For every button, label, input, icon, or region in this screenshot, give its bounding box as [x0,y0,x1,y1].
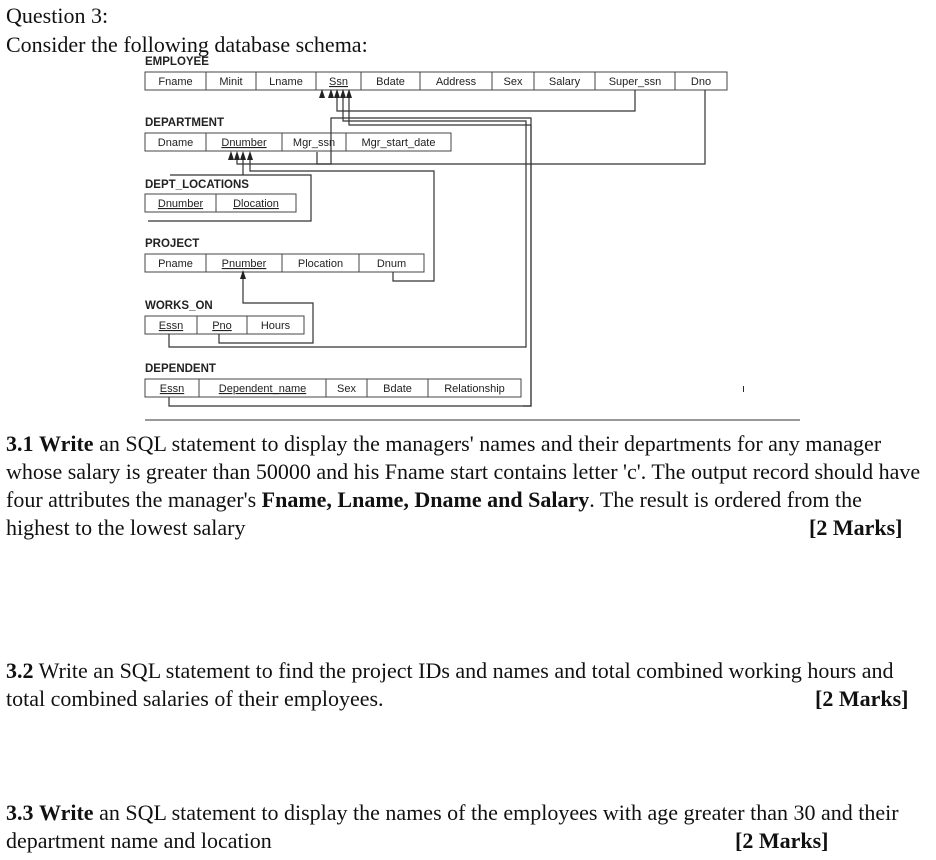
attr-cell-project-pnumber [206,254,282,272]
attr-cell-dependent-dependent-name [199,379,326,397]
attr-label: Essn [158,320,184,332]
attr-cell-employee-dno [675,72,727,90]
attr-cell-works-on-pno [197,316,247,334]
attr-label: Salary [548,76,581,88]
attr-cell-department-mgr-ssn [282,133,346,151]
attr-cell-dependent-relationship [428,379,521,397]
attr-cell-department-mgr-start-date [346,133,451,151]
attr-label: Dname [157,137,194,149]
attr-cell-employee-sex [492,72,534,90]
attr-label: Fname [158,76,193,88]
attr-cell-employee-lname [256,72,316,90]
question-title: Question 3: [6,3,109,28]
question-3-1-attrs: Fname, Lname, Dname and Salary [261,487,590,512]
attr-cell-works-on-hours [247,316,304,334]
attr-label: Pname [158,258,193,270]
attr-cell-dept-locations-dnumber [145,194,216,212]
attr-cell-employee-salary [534,72,595,90]
attr-cell-department-dname [145,133,206,151]
attr-label: Relationship [444,383,505,395]
table-name-dependent: DEPENDENT [145,363,216,375]
question-3-3-text: an SQL statement to display the names of the employees with age greater than 30 and their department name and location [6,800,899,853]
attr-label: Essn [159,383,185,395]
table-name-dept-locations: DEPT_LOCATIONS [145,179,249,191]
attr-label: Dnumber [221,137,267,149]
attr-label: Lname [269,76,303,88]
attr-cell-employee-fname [145,72,206,90]
attr-label: Dependent_name [218,383,307,395]
attr-label: Dlocation [233,198,279,210]
attr-cell-project-pname [145,254,206,272]
fk-line-super-ssn [337,90,635,111]
attr-label: Ssn [329,76,348,88]
attr-label: Hours [260,320,291,332]
question-3-3-number: 3.3 [6,800,34,825]
table-name-department: DEPARTMENT [145,117,225,129]
attr-cell-employee-super-ssn [595,72,675,90]
question-3-1-text-a: an SQL statement to display the managers' names and their departments for any manager whose salary is greater than 50000 and his Fname start contains letter 'c'. The output record should have four attributes the manager's [6,431,921,512]
attr-label: Sex [503,76,523,88]
question-3-1-number: 3.1 [6,431,34,456]
attr-cell-employee-address [420,72,492,90]
question-3-2-text: Write an SQL statement to find the project IDs and names and total combined working hours and total combined salaries of their employees. [6,658,894,711]
stray-mark: ı [742,383,746,395]
attr-label: Dnumber [157,198,204,210]
table-name-employee: EMPLOYEE [145,56,209,68]
attr-cell-project-plocation [282,254,359,272]
attr-cell-dependent-bdate [367,379,428,397]
question-3-3-verb: Write [39,800,94,825]
question-3-1-verb: Write [39,431,94,456]
attr-label: Sex [337,383,356,395]
question-3-2-marks: [2 Marks] [815,686,909,711]
attr-label: Mgr_ssn [292,137,336,149]
attr-label: Minit [219,76,243,88]
schema-intro: Consider the following database schema: [6,32,368,57]
question-3-1-text-b: . The result is ordered from the highest to the lowest salary [6,487,862,540]
attr-cell-employee-ssn [316,72,361,90]
attr-label: Dnum [376,258,407,270]
attr-label: Mgr_start_date [361,137,436,149]
table-name-works-on: WORKS_ON [145,300,213,312]
attr-label: Plocation [297,258,344,270]
question-3-1 [6,430,926,542]
attr-cell-department-dnumber [206,133,282,151]
attr-label: Pnumber [221,258,267,270]
attr-cell-project-dnum [359,254,424,272]
attr-label: Super_ssn [608,76,662,88]
attr-cell-employee-minit [206,72,256,90]
attr-cell-dependent-sex [326,379,367,397]
question-3-1-marks: [2 Marks] [809,515,903,540]
attr-cell-employee-bdate [361,72,420,90]
attr-label: Bdate [376,76,405,88]
attr-label: Pno [212,320,232,332]
attr-cell-works-on-essn [145,316,197,334]
attr-cell-dept-locations-dlocation [216,194,296,212]
question-3-2 [6,657,909,713]
attr-label: Dno [690,76,712,88]
attr-label: Address [435,76,477,88]
question-3-2-number: 3.2 [6,658,34,683]
table-name-project: PROJECT [145,238,200,250]
question-3-3-marks: [2 Marks] [735,828,829,853]
attr-label: Bdate [383,383,412,395]
attr-cell-dependent-essn [145,379,199,397]
